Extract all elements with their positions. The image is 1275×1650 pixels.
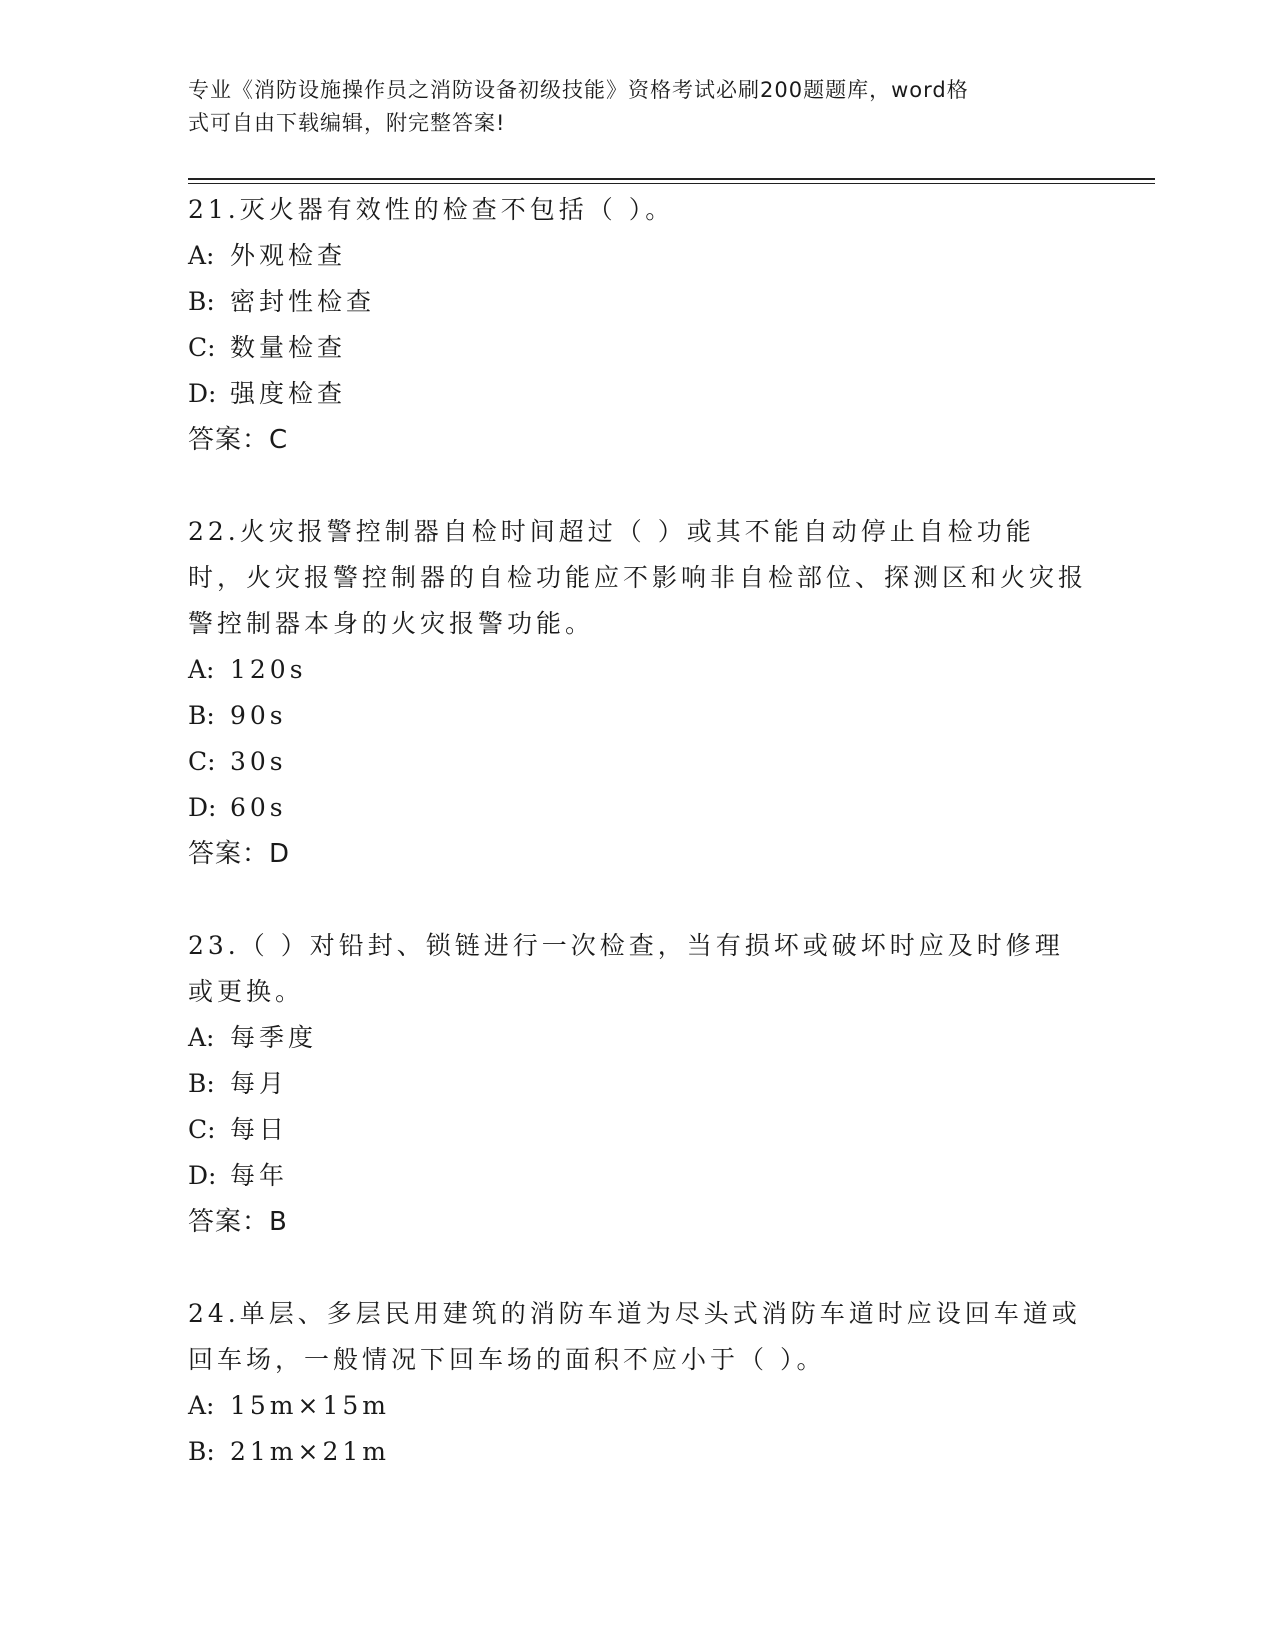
option-label: C: [188,1115,216,1144]
option-text: 外观检查 [230,241,347,270]
option-a [188,1015,1088,1061]
option-label: A: [188,1391,215,1420]
option-d [188,371,1088,417]
option-a [188,1383,1088,1429]
option-label: D: [188,1161,217,1190]
option-label: A: [188,655,215,684]
option-text: 每日 [230,1115,289,1144]
option-text: 强度检查 [230,379,347,408]
option-text: 30s [230,747,287,776]
option-label: A: [188,1023,215,1052]
question-stem: 24.单层、多层民用建筑的消防车道为尽头式消防车道时应设回车道或回车场，一般情况下回车场的面积不应小于（ ）。 [188,1299,1081,1374]
answer-line: 答案：B [188,1207,288,1237]
option-text: 15m×15m [230,1391,390,1420]
option-text: 数量检查 [230,333,347,362]
option-label: A: [188,241,215,270]
header-divider-thin [188,183,1155,184]
option-label: D: [188,793,217,822]
option-text: 90s [230,701,287,730]
option-text: 60s [230,793,287,822]
option-b [188,1061,1088,1107]
option-a [188,233,1088,279]
header-divider-thick [188,178,1155,180]
option-label: D: [188,379,217,408]
option-d [188,785,1088,831]
option-c [188,739,1088,785]
question-stem: 21.灭火器有效性的检查不包括（ ）。 [188,195,675,224]
option-c [188,325,1088,371]
header-line-1: 专业《消防设施操作员之消防设备初级技能》资格考试必刷200题题库，word格 [188,78,969,102]
option-text: 每季度 [230,1023,318,1052]
option-b [188,1429,1088,1475]
option-text: 每年 [230,1161,289,1190]
answer-line: 答案：D [188,839,291,869]
question-24 [188,1291,1088,1475]
question-stem: 23.（ ）对铅封、锁链进行一次检查，当有损坏或破坏时应及时修理或更换。 [188,931,1064,1006]
option-label: C: [188,747,216,776]
question-23 [188,923,1088,1245]
question-list [188,187,1088,1475]
answer-line: 答案：C [188,425,289,455]
option-b [188,693,1088,739]
option-label: C: [188,333,216,362]
option-c [188,1107,1088,1153]
option-label: B: [188,287,215,316]
option-a [188,647,1088,693]
option-text: 密封性检查 [230,287,376,316]
header-line-2: 式可自由下载编辑，附完整答案! [188,111,506,135]
option-d [188,1153,1088,1199]
question-22 [188,509,1088,877]
option-label: B: [188,1437,215,1466]
question-stem: 22.火灾报警控制器自检时间超过（ ）或其不能自动停止自检功能时，火灾报警控制器的自检功能应不影响非自检部位、探测区和火灾报警控制器本身的火灾报警功能。 [188,517,1088,638]
option-b [188,279,1088,325]
question-21 [188,187,1088,463]
document-header [188,74,1068,140]
option-text: 21m×21m [230,1437,390,1466]
option-text: 每月 [230,1069,289,1098]
option-label: B: [188,1069,215,1098]
option-text: 120s [230,655,307,684]
option-label: B: [188,701,215,730]
